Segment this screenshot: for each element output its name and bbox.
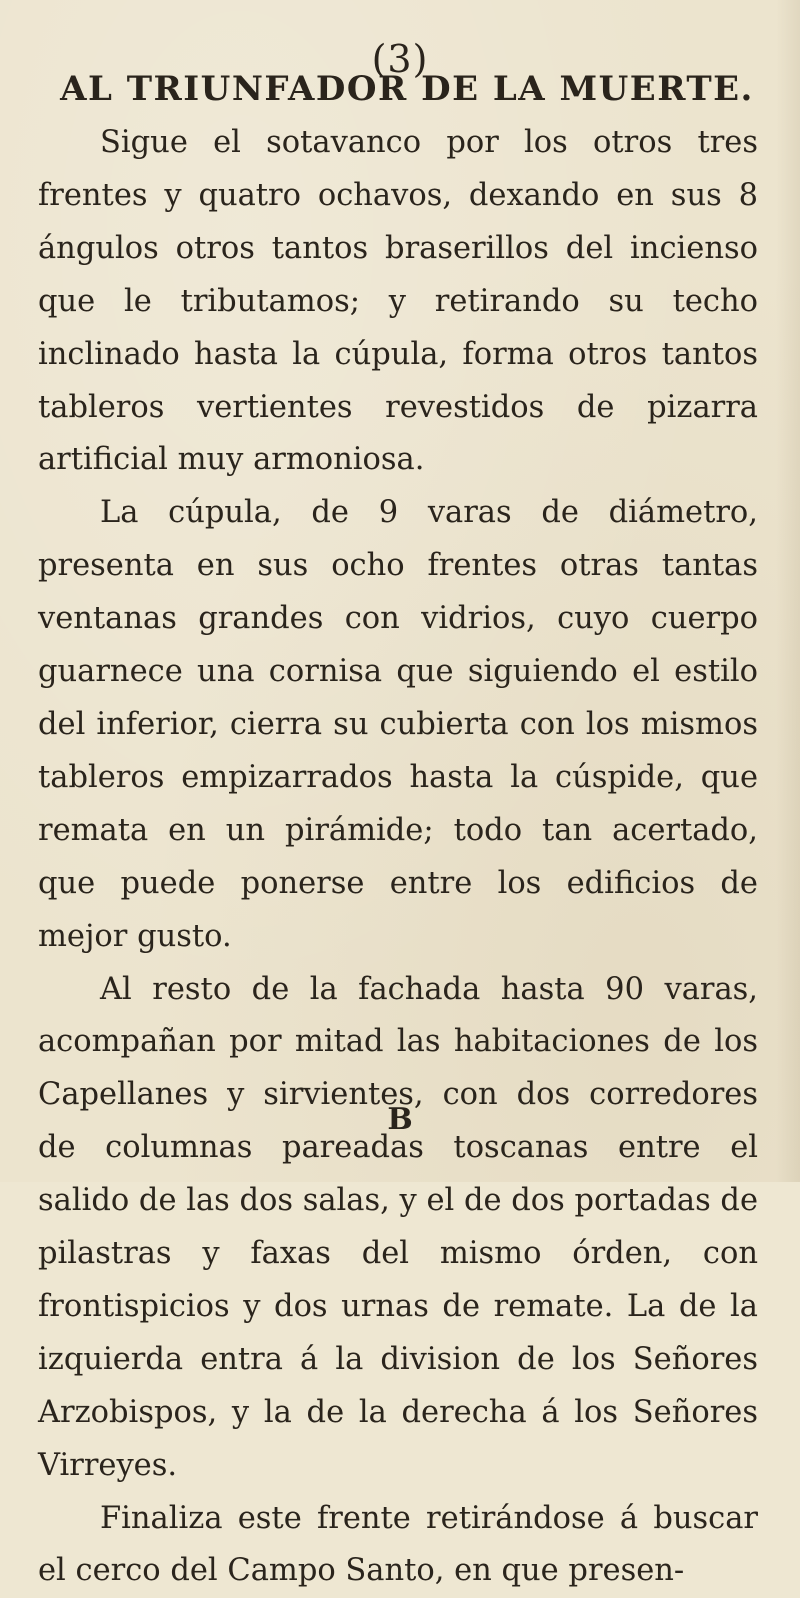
signature-mark: B xyxy=(387,1102,413,1137)
page-edge xyxy=(776,0,800,1182)
paragraph-2: La cúpula, de 9 varas de diámetro, presenta en sus ocho frentes otras tantas ventanas grandes con vidrios, cuyo cuerpo guarnece una cornisa que siguiendo el estilo del inferior, cierra su cubierta con los mismos tableros empizarrados hasta la cúspide, que remata en un pirámide; todo tan acertado, que puede ponerse entre los edificios de mejor gusto. xyxy=(38,495,758,954)
body-text xyxy=(38,117,758,1598)
page-number: (3) xyxy=(371,37,429,81)
paragraph-1: Sigue el sotavanco por los otros tres frentes y quatro ochavos, dexando en sus 8 ángulos otros tantos braserillos del incienso que le tributamos; y retirando su techo inclinado hasta la cúpula, forma otros tantos tableros vertientes revestidos de pizarra artificial muy armoniosa. xyxy=(38,125,758,478)
running-head: AL TRIUNFADOR DE LA MUERTE. xyxy=(60,69,754,109)
paragraph-4: Finaliza este frente retirándose á buscar el cerco del Campo Santo, en que presen- xyxy=(38,1500,758,1589)
paragraph-3: Al resto de la fachada hasta 90 varas, acompañan por mitad las habitaciones de los Capellanes y sirvientes, con dos corredores de columnas pareadas toscanas entre el salido de las dos salas, y el de dos portadas de pilastras y faxas del mismo órden, con frontispicios y dos urnas de remate. La de la izquierda entra á la division de los Señores Arzobispos, y la de la derecha á los Señores Virreyes. xyxy=(38,971,758,1483)
